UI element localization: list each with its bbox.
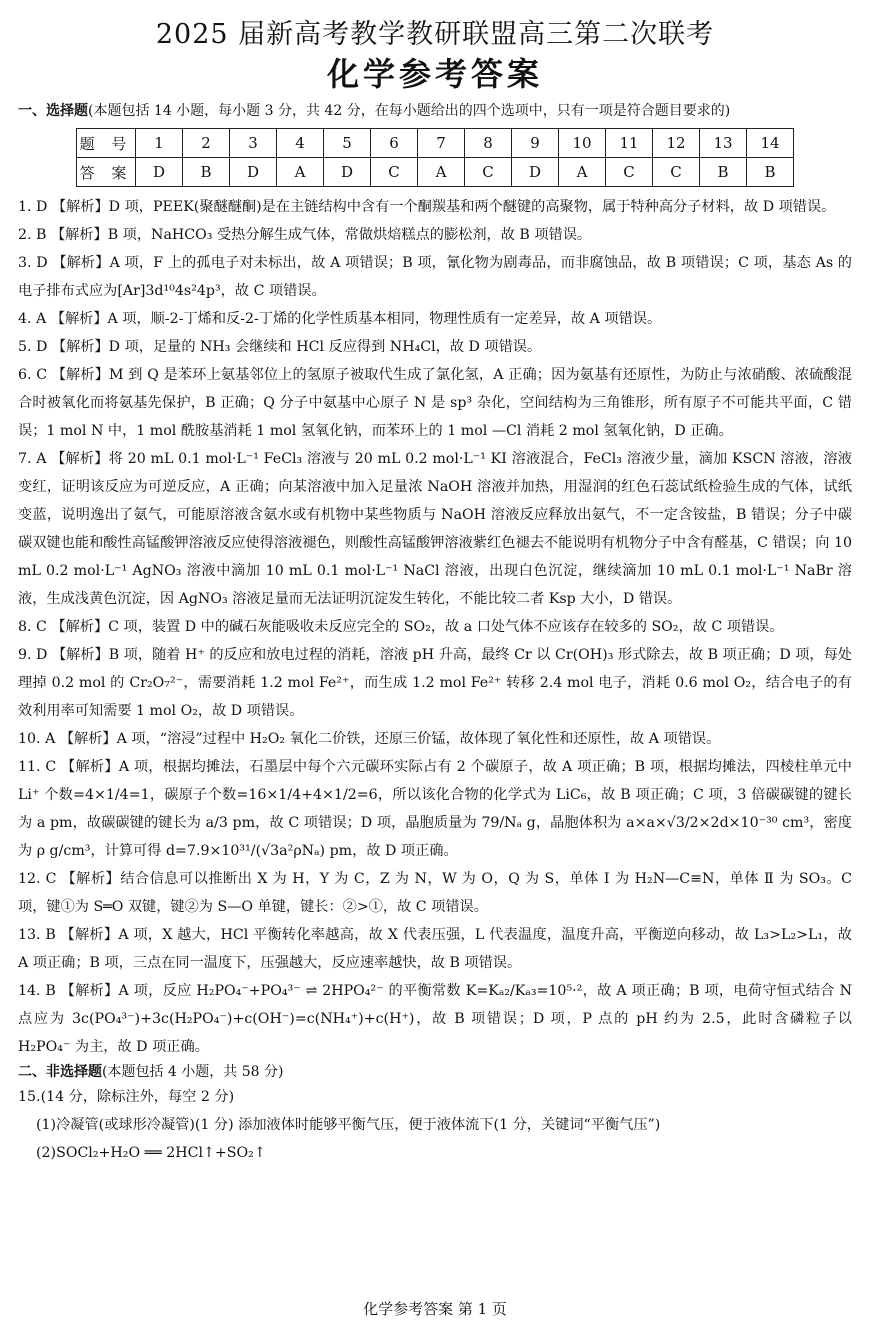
answer-table-number-row [77,129,794,158]
section-1-heading [18,100,852,122]
question-number: 2 [183,129,230,158]
question-number: 5 [324,129,371,158]
section-1-note: (本题包括 14 小题，每小题 3 分，共 42 分，在每小题给出的四个选项中，只有一项是符合题目要求的) [88,103,731,119]
question-number: 13 [700,129,747,158]
explanation-item: 5. D 【解析】D 项，足量的 NH₃ 会继续和 HCl 反应得到 NH₄Cl，故 D 项错误。 [18,339,542,355]
question-15-part-2: (2)SOCl₂+H₂O ══ 2HCl↑+SO₂↑ [36,1145,266,1161]
answer-cell: A [559,158,606,187]
explanation-item: 13. B 【解析】A 项，X 越大，HCl 平衡转化率越高，故 X 代表压强，L 代表温度，温度升高，平衡逆向移动，故 L₃>L₂>L₁，故 A 项正确；B 项，三点在同一温度下，压强越大，反应速率越快，故 B 项错误。 [18,927,852,971]
explanation-item: 4. A 【解析】A 项，顺-2-丁烯和反-2-丁烯的化学性质基本相同，物理性质有一定差异，故 A 项错误。 [18,311,662,327]
question-number: 10 [559,129,606,158]
section-1-title: 一、选择题 [18,103,88,119]
question-number: 14 [747,129,794,158]
answer-cell: D [512,158,559,187]
answer-cell: D [324,158,371,187]
answer-cell: D [136,158,183,187]
answer-cell: C [371,158,418,187]
explanation-item: 1. D 【解析】D 项，PEEK(聚醚醚酮)是在主链结构中含有一个酮羰基和两个醚键的高聚物，属于特种高分子材料，故 D 项错误。 [18,199,836,215]
explanation-item: 11. C 【解析】A 项，根据均摊法，石墨层中每个六元碳环实际占有 2 个碳原子，故 A 项正确；B 项，根据均摊法，四棱柱单元中 Li⁺ 个数=4×1/4=1，碳原子个数=16×1/4+4×1/2=6，所以该化合物的化学式为 LiC₆，故 B 项正确；C 项，3 倍碳碳键的键长为 a pm，故碳碳键的键长为 a/3 pm，故 C 项错误；D 项，晶胞质量为 79/Nₐ g，晶胞体积为 a×a×√3/2×2d×10⁻³⁰ cm³，密度为 ρ g/cm³，计算可得 d=7.9×10³¹/(√3a²ρNₐ) pm，故 D 项正确。 [18,759,852,859]
answer-table [76,128,794,187]
answer-cell: A [418,158,465,187]
table-row-label: 答 案 [77,158,136,187]
question-number: 1 [136,129,183,158]
answer-cell: B [700,158,747,187]
explanation-item: 2. B 【解析】B 项，NaHCO₃ 受热分解生成气体，常做烘焙糕点的膨松剂，故 B 项错误。 [18,227,592,243]
question-number: 7 [418,129,465,158]
question-15-part-1: (1)冷凝管(或球形冷凝管)(1 分) 添加液体时能够平衡气压，便于液体流下(1 分，关键词“平衡气压”) [36,1117,661,1133]
explanation-item: 7. A 【解析】将 20 mL 0.1 mol·L⁻¹ FeCl₃ 溶液与 20 mL 0.2 mol·L⁻¹ KI 溶液混合，FeCl₃ 溶液少量，滴加 KSCN 溶液，溶液变红，证明该反应为可逆反应，A 正确；向某溶液中加入足量浓 NaOH 溶液并加热，用湿润的红色石蕊试纸检验生成的气体，试纸变蓝，说明逸出了氨气，可能原溶液含氨水或有机物中某些物质与 NaOH 溶液反应释放出氨气，不一定含铵盐，B 错误；分子中碳碳双键也能和酸性高锰酸钾溶液反应使得溶液褪色，则酸性高锰酸钾溶液紫红色褪去不能说明有机物分子中含有醛基，C 错误；向 10 mL 0.2 mol·L⁻¹ AgNO₃ 溶液中滴加 10 mL 0.1 mol·L⁻¹ NaCl 溶液，出现白色沉淀，继续滴加 10 mL 0.1 mol·L⁻¹ NaBr 溶液，生成浅黄色沉淀，因 AgNO₃ 溶液足量而无法证明沉淀发生转化，不能比较二者 Ksp 大小，D 错误。 [18,451,852,607]
explanation-item: 6. C 【解析】M 到 Q 是苯环上氨基邻位上的氢原子被取代生成了氯化氢，A 正确；因为氨基有还原性，为防止与浓硝酸、浓硫酸混合时被氧化而将氨基先保护，B 正确；Q 分子中氨基中心原子 N 是 sp³ 杂化，空间结构为三角锥形，所有原子不可能共平面，C 错误；1 mol N 中，1 mol 酰胺基消耗 1 mol 氢氧化钠，而苯环上的 1 mol —Cl 消耗 2 mol 氢氧化钠，D 正确。 [18,367,852,439]
question-number: 9 [512,129,559,158]
answer-table-answer-row [77,158,794,187]
answer-cell: C [606,158,653,187]
answer-cell: C [465,158,512,187]
question-number: 3 [230,129,277,158]
explanation-item: 12. C 【解析】结合信息可以推断出 X 为 H，Y 为 C，Z 为 N，W 为 O，Q 为 S，单体 Ⅰ 为 H₂N—C≡N，单体 Ⅱ 为 SO₃。C 项，键①为 S═O 双键，键②为 S—O 单键，键长：②>①，故 C 项错误。 [18,871,852,915]
document-title: 化学参考答案 [326,55,543,93]
question-number: 6 [371,129,418,158]
section-2-title: 二、非选择题 [18,1064,102,1080]
section-2-note: (本题包括 4 小题，共 58 分) [102,1064,284,1080]
exam-title: 2025 届新高考教学教研联盟高三第二次联考 [155,19,715,50]
answer-cell: B [183,158,230,187]
question-number: 8 [465,129,512,158]
table-row-label: 题 号 [77,129,136,158]
explanation-item: 3. D 【解析】A 项，F 上的孤电子对未标出，故 A 项错误；B 项，氰化物为剧毒品，而非腐蚀品，故 B 项错误；C 项，基态 As 的电子排布式应为[Ar]3d¹⁰4s²4p³，故 C 项错误。 [18,255,852,299]
explanation-item: 9. D 【解析】B 项，随着 H⁺ 的反应和放电过程的消耗，溶液 pH 升高，最终 Cr 以 Cr(OH)₃ 形式除去，故 B 项正确；D 项，每处理掉 0.2 mol 的 Cr₂O₇²⁻，需要消耗 1.2 mol Fe²⁺，而生成 1.2 mol Fe²⁺ 转移 2.4 mol 电子，消耗 0.6 mol O₂，结合电子的有效利用率可知需要 1 mol O₂，故 D 项错误。 [18,647,852,719]
answer-cell: D [230,158,277,187]
question-number: 4 [277,129,324,158]
explanation-item: 10. A 【解析】A 项，“溶浸”过程中 H₂O₂ 氧化二价铁，还原三价锰，故体现了氧化性和还原性，故 A 项错误。 [18,731,721,747]
answer-cell: A [277,158,324,187]
question-number: 11 [606,129,653,158]
page-footer: 化学参考答案 第 1 页 [363,1300,507,1318]
question-number: 12 [653,129,700,158]
answer-cell: C [653,158,700,187]
question-15-heading: 15.(14 分，除标注外，每空 2 分) [18,1089,235,1105]
explanation-item: 14. B 【解析】A 项，反应 H₂PO₄⁻+PO₄³⁻ ⇌ 2HPO₄²⁻ 的平衡常数 K=Kₐ₂/Kₐ₃=10⁵·²，故 A 项正确；B 项，电荷守恒式结合 N 点应为 3c(PO₄³⁻)+3c(H₂PO₄⁻)+c(OH⁻)=c(NH₄⁺)+c(H⁺)，故 B 项错误；D 项，P 点的 pH 约为 2.5，此时含磷粒子以 H₂PO₄⁻ 为主，故 D 项正确。 [18,983,852,1055]
section-2-heading [18,1061,852,1083]
explanation-item: 8. C 【解析】C 项，装置 D 中的碱石灰能吸收未反应完全的 SO₂，故 a 口处气体不应该存在较多的 SO₂，故 C 项错误。 [18,619,784,635]
answer-cell: B [747,158,794,187]
